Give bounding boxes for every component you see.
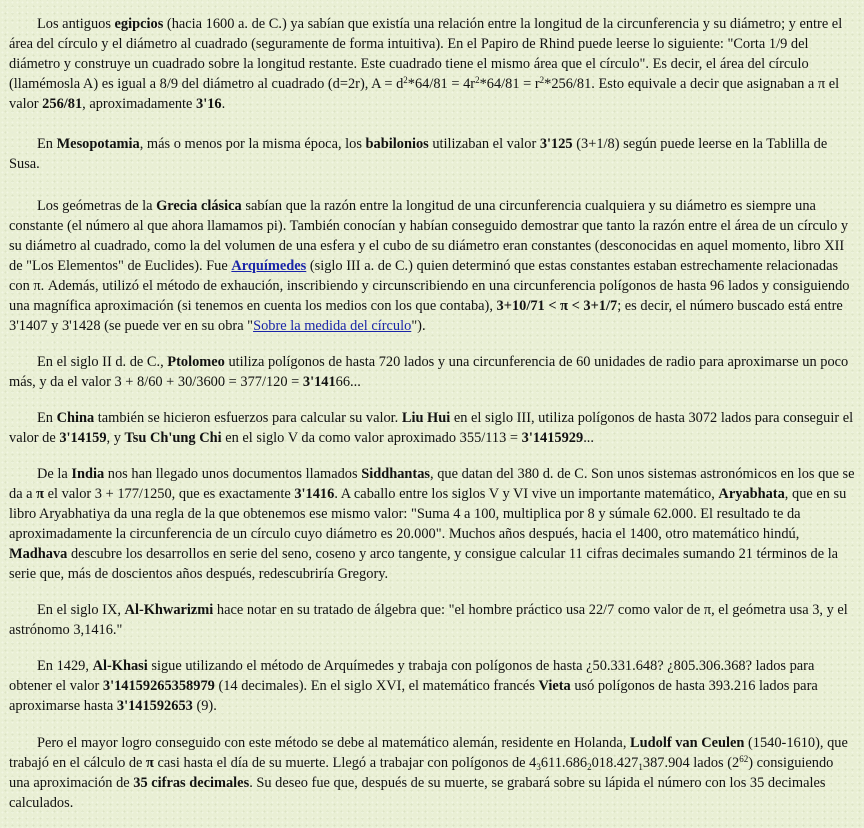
symbol-pi: π <box>36 486 45 502</box>
value-256-81: 256/81 <box>42 96 83 112</box>
term-vieta: Vieta <box>538 678 571 694</box>
value-14-decimals: 3'14159265358979 <box>102 678 215 694</box>
term-china: China <box>56 410 95 426</box>
term-ludolf-van-ceulen: Ludolf van Ceulen <box>630 735 745 751</box>
term-egipcios: egipcios <box>114 16 164 32</box>
link-sobre-la-medida-del-circulo[interactable]: Sobre la medida del círculo <box>253 318 412 334</box>
value-3-16: 3'16 <box>196 96 222 112</box>
term-mesopotamia: Mesopotamia <box>56 136 140 152</box>
paragraph-china: En China también se hicieron esfuerzos para calcular su valor. Liu Hui en el siglo III, utiliza polígonos de hasta 3072 lados para conseguir el valor de 3'14159, y Tsu Ch'ung Chi en el siglo V da como valor aproximado 355/113 = 3'1415929... <box>9 410 854 446</box>
term-ptolomeo: Ptolomeo <box>167 354 225 370</box>
term-aryabhata: Aryabhata <box>718 486 785 502</box>
value-3-1416: 3'1416 <box>294 486 335 502</box>
term-liu-hui: Liu Hui <box>401 410 451 426</box>
value-3-1415929: 3'1415929 <box>521 430 584 446</box>
value-3-141: 3'141 <box>302 374 336 390</box>
symbol-pi: π <box>146 755 154 771</box>
paragraph-egypt: Los antiguos egipcios (hacia 1600 a. de C.) ya sabían que existía una relación entre la longitud de la circunferencia y su diámetro; y entre el área del círculo y el diámetro al cuadrado (seguramente de forma intuitiva). En el Papiro de Rhind puede leerse lo siguiente: "Corta 1/9 del diámetro y construye un cuadrado sobre la longitud restante. Este cuadrado tiene el mismo área que el círculo". Es decir, el área del círculo (llamémosla A) es igual a 8/9 del diámetro al cuadrado (d=2r), $A = d^2*64/81 = 4r^2*64/81 = r^2*256/81$. Esto equivale a decir que asignaban a π el valor 256/81, aproximadamente 3'16. <box>9 16 843 112</box>
term-babilonios: babilonios <box>365 136 429 152</box>
value-35-cifras: 35 cifras decimales <box>133 775 250 791</box>
term-al-khasi: Al-Khasi <box>92 658 148 674</box>
term-tsu-chung-chi: Tsu Ch'ung Chi <box>124 430 222 446</box>
value-3-14159: 3'14159 <box>59 430 107 446</box>
paragraph-ludolf: Pero el mayor logro conseguido con este método se debe al matemático alemán, residente en Holanda, Ludolf van Ceulen (1540-1610), que trabajó en el cálculo de π casi hasta el día de su muerte. Llegó a trabajar con polígonos de $4_3611.686_2018.427_1387.904$ lados $(2^{62})$ consiguiendo una aproximación de 35 cifras decimales. Su deseo fue que, después de su muerte, se grabará sobre su lápida el número con los 35 decimales calculados. <box>9 735 848 811</box>
value-9-decimals: 3'141592653 <box>116 698 193 714</box>
value-3-125: 3'125 <box>539 136 573 152</box>
paragraph-mesopotamia: En Mesopotamia, más o menos por la misma época, los babilonios utilizaban el valor 3'125 (3+1/8) según puede leerse en la Tablilla de Susa. <box>9 136 828 172</box>
paragraph-ptolomeo: En el siglo II d. de C., Ptolomeo utiliza polígonos de hasta 720 lados y una circunferencia de 60 unidades de radio para aproximarse un poco más, y da el valor 3 + 8/60 + 30/3600 = 377/120 = 3'14166... <box>9 354 849 390</box>
term-india: India <box>71 466 105 482</box>
term-grecia-clasica: Grecia clásica <box>156 198 242 214</box>
paragraph-india: De la India nos han llegado unos documentos llamados Siddhantas, que datan del 380 d. de C. Son unos sistemas astronómicos en los que se da a π el valor 3 + 177/1250, que es exactamente 3'1416. A caballo entre los siglos V y VI vive un importante matemático, Aryabhata, que en su libro Aryabhatiya da una regla de la que obtenemos ese mismo valor: "Suma 4 a 100, multiplica por 8 y súmale 62.000. El resultado te da aproximadamente la circunferencia de un círculo cuyo diámetro es 20.000". Muchos años después, hacia el 1400, otro matemático hindú, Madhava descubre los desarrollos en serie del seno, coseno y arco tangente, y consigue calcular 11 cifras decimales sumando 21 términos de la serie que, más de doscientos años después, redescubriría Gregory. <box>9 466 855 582</box>
link-arquimedes[interactable]: Arquímedes <box>231 258 307 274</box>
term-siddhantas: Siddhantas <box>361 466 430 482</box>
term-madhava: Madhava <box>9 546 68 562</box>
value-archimedes-bounds: 3+10/71 < π < 3+1/7 <box>496 298 618 314</box>
term-al-khwarizmi: Al-Khwarizmi <box>124 602 214 618</box>
paragraph-greece: Los geómetras de la Grecia clásica sabían que la razón entre la longitud de una circunferencia cualquiera y su diámetro es siempre una constante (el número al que ahora llamamos pi). También conocían y habían conseguido demostrar que tanto la razón entre el área de un círculo y su diámetro al cuadrado, como la del volumen de una esfera y el cubo de su diámetro eran constantes (desconocidas en aquel momento, libro XII de "Los Elementos" de Euclides). Fue Arquímedes (siglo III a. de C.) quien determinó que estas constantes estaban estrechamente relacionadas con π. Además, utilizó el método de exhaución, inscribiendo y circunscribiendo en una circunferencia polígonos de hasta 96 lados y consiguiendo una magnífica aproximación (si tenemos en cuenta los medios con los que contaba), 3+10/71 < π < 3+1/7; es decir, el número buscado está entre 3'1407 y 3'1428 (se puede ver en su obra "Sobre la medida del círculo"). <box>9 198 850 334</box>
paragraph-al-khasi: En 1429, Al-Khasi sigue utilizando el método de Arquímedes y trabaja con polígonos de hasta ¿50.331.648? ¿805.306.368? lados para obtener el valor 3'14159265358979 (14 decimales). En el siglo XVI, el matemático francés Vieta usó polígonos de hasta 393.216 lados para aproximarse hasta 3'141592653 (9). <box>9 658 818 714</box>
paragraph-al-khwarizmi: En el siglo IX, Al-Khwarizmi hace notar en su tratado de álgebra que: "el hombre práctico usa 22/7 como valor de π, el geómetra usa 3, y el astrónomo 3,1416." <box>9 602 848 638</box>
